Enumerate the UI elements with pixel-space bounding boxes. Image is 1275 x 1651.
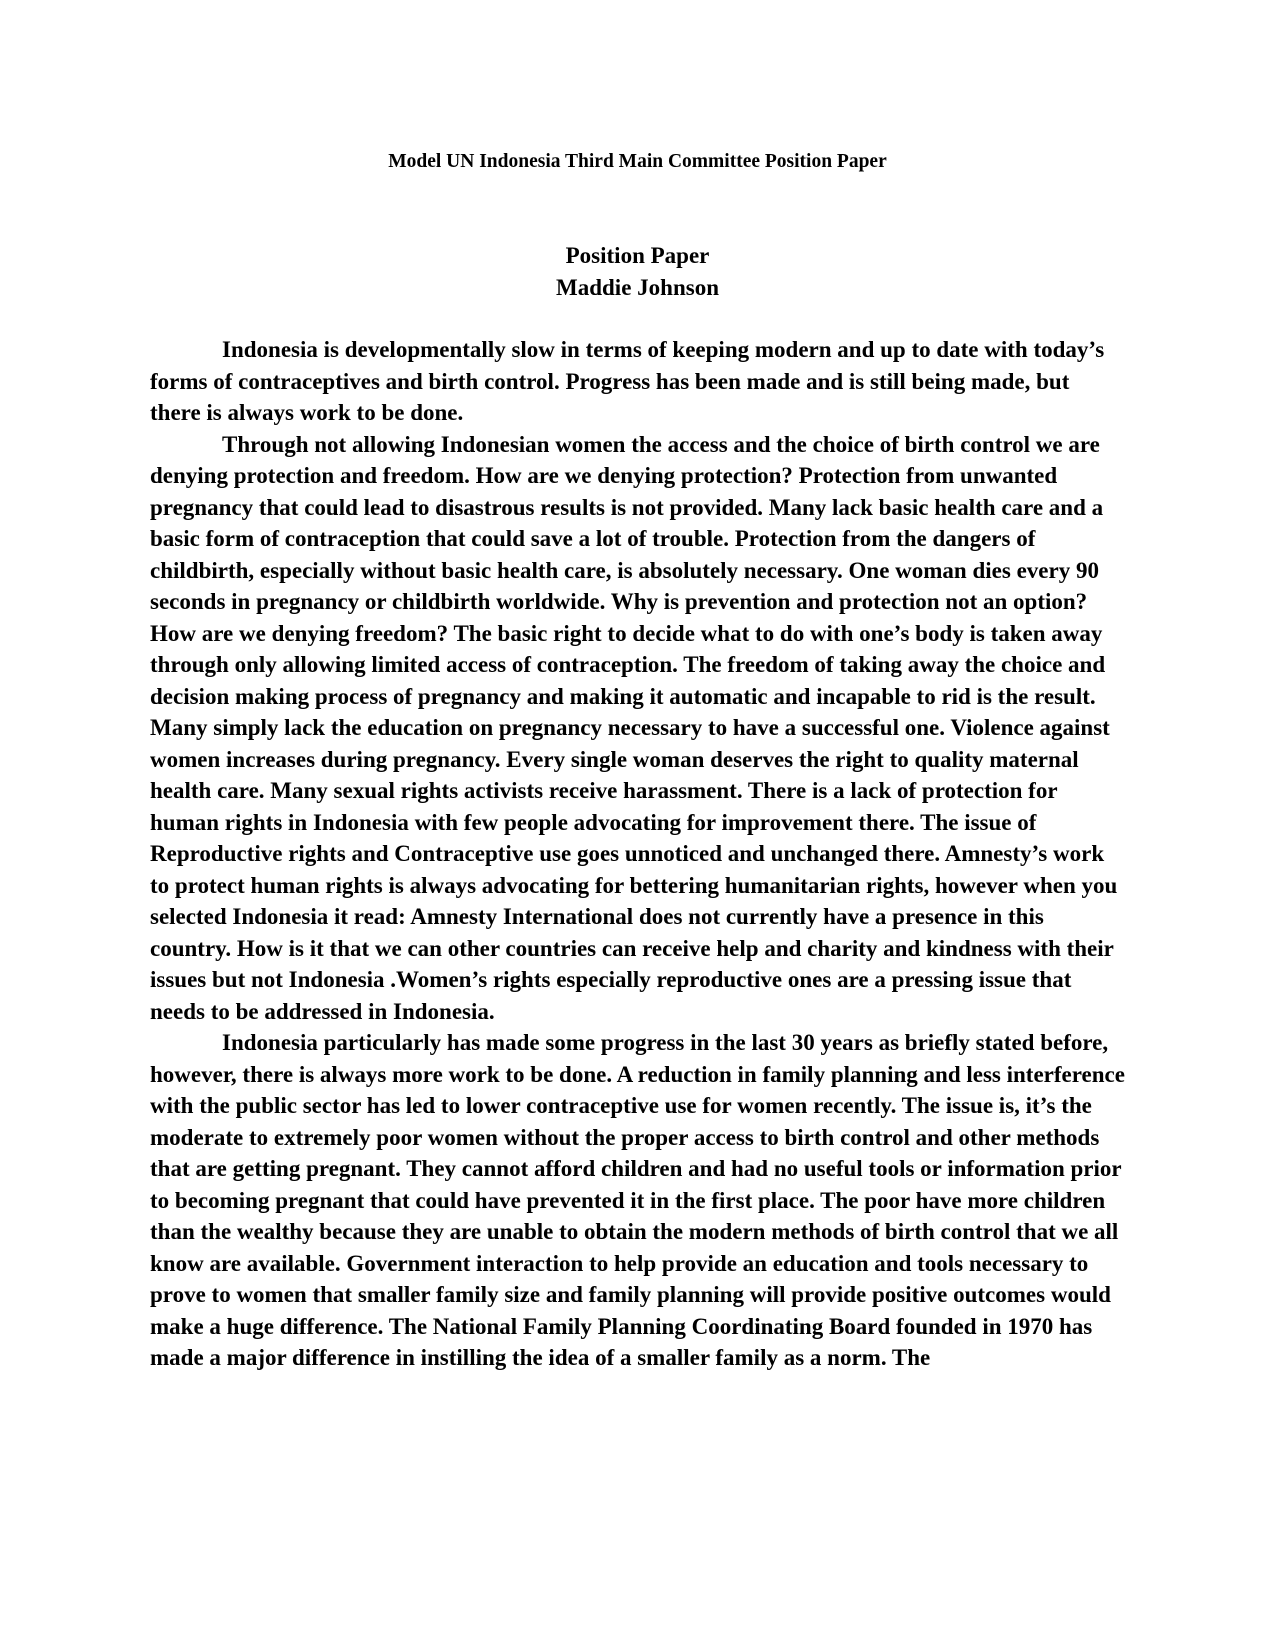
paragraph: Indonesia particularly has made some progress in the last 30 years as briefly stated before, however, there is always more work to be done. A reduction in family planning and less interference with the public sector has led to lower contraceptive use for women recently. The issue is, it’s the moderate to extremely poor women without the proper access to birth control and other methods that are getting pregnant. They cannot afford children and had no useful tools or information prior to becoming pregnant that could have prevented it in the first place. The poor have more children than the wealthy because they are unable to obtain the modern methods of birth control that we all know are available. Government interaction to help provide an education and tools necessary to prove to women that smaller family size and family planning will provide positive outcomes would make a huge difference. The National Family Planning Coordinating Board founded in 1970 has made a major difference in instilling the idea of a smaller family as a norm. The (150, 1030, 1125, 1370)
paragraph: Indonesia is developmentally slow in terms of keeping modern and up to date with today’s forms of contraceptives and birth control. Progress has been made and is still being made, but there is always work to be done. (150, 337, 1105, 425)
author-name: Maddie Johnson (556, 275, 719, 300)
document-title: Position Paper (565, 243, 710, 268)
body-text (150, 334, 1125, 1374)
title-block (0, 240, 1275, 304)
paragraph: Through not allowing Indonesian women the access and the choice of birth control we are denying protection and freedom. How are we denying protection? Protection from unwanted pregnancy that could lead to disastrous results is not provided. Many lack basic health care and a basic form of contraception that could save a lot of trouble. Protection from the dangers of childbirth, especially without basic health care, is absolutely necessary. One woman dies every 90 seconds in pregnancy or childbirth worldwide. Why is prevention and protection not an option? How are we denying freedom? The basic right to decide what to do with one’s body is taken away through only allowing limited access of contraception. The freedom of taking away the choice and decision making process of pregnancy and making it automatic and incapable to rid is the result. Many simply lack the education on pregnancy necessary to have a successful one. Violence against women increases during pregnancy. Every single woman deserves the right to quality maternal health care. Many sexual rights activists receive harassment. There is a lack of protection for human rights in Indonesia with few people advocating for improvement there. The issue of Reproductive rights and Contraceptive use goes unnoticed and unchanged there. Amnesty’s work to protect human rights is always advocating for bettering humanitarian rights, however when you selected Indonesia it read: Amnesty International does not currently have a presence in this country. How is it that we can other countries can receive help and charity and kindness with their issues but not Indonesia .Women’s rights especially reproductive ones are a pressing issue that needs to be addressed in Indonesia. (150, 431, 1118, 1024)
document-header: Model UN Indonesia Third Main Committee Position Paper (388, 151, 887, 172)
